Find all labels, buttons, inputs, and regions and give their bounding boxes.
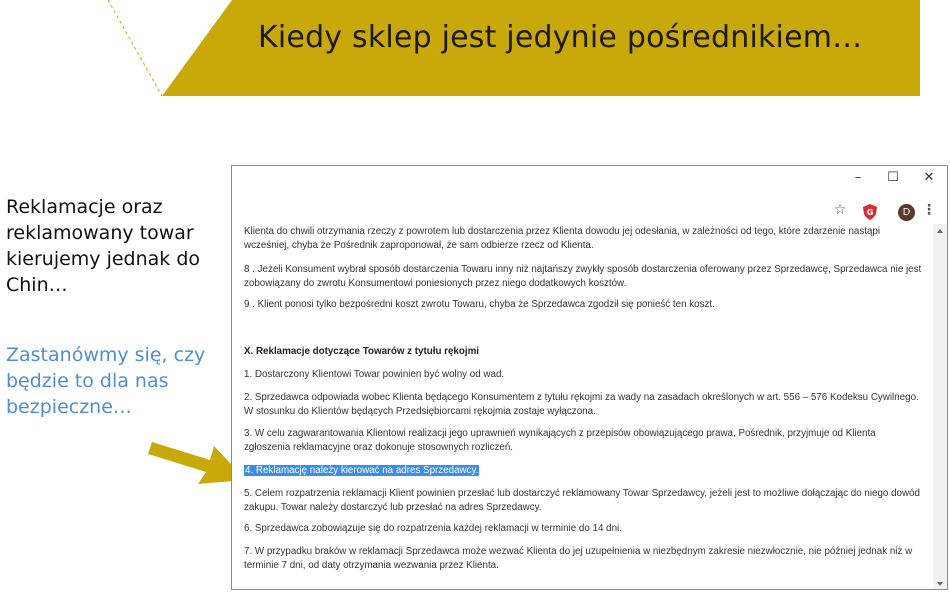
scrollbar[interactable] bbox=[933, 224, 947, 590]
close-icon[interactable]: ✕ bbox=[923, 170, 935, 185]
avatar[interactable]: D bbox=[898, 204, 915, 221]
browser-window bbox=[231, 165, 948, 590]
complaint-item-7: 7. W przypadku braków w reklamacji Sprzedawca może wezwać Klienta do jej uzupełnienia w niezbędnym zakresie niezwłocznie, nie później jednak niż w terminie 7 dni, od daty otrzymania wezwania przez Klienta. bbox=[244, 546, 913, 571]
left-question: Zastanówmy się, czy będzie to dla nas bezpieczne… bbox=[6, 344, 206, 418]
paragraph-continued: Klienta do chwili otrzymania rzeczy z powrotem lub dostarczenia przez Klienta dowodu jej odesłania, w zależności od tego, które zdarzenie nastąpi wcześniej, chyba że Pośrednik zaproponował, że sam odbierze rzecz od Klienta. bbox=[244, 226, 881, 251]
paragraph-9: 9 . Klient ponosi tylko bezpośredni koszt zwrotu Towaru, chyba że Sprzedawca zgodził się ponieść ten koszt. bbox=[244, 299, 715, 310]
title-banner bbox=[0, 0, 950, 110]
complaint-item-4-highlighted bbox=[244, 464, 922, 478]
complaint-item-6: 6. Sprzedawca zobowiązuje się do rozpatrzenia każdej reklamacji w terminie do 14 dni. bbox=[244, 523, 622, 534]
complaint-item-5: 5. Celem rozpatrzenia reklamacji Klient powinien przesłać lub dostarczyć reklamowany Towar Sprzedawcy, jeżeli jest to możliwe dołączając do niego dowód zakupu. Towar należy dostarczyć lub przesłać na adres Sprzedawcy. bbox=[244, 488, 920, 513]
star-icon[interactable]: ☆ bbox=[833, 202, 847, 218]
slide-title: Kiedy sklep jest jedynie pośrednikiem… bbox=[258, 20, 863, 55]
shield-extension-icon[interactable] bbox=[863, 204, 877, 220]
kebab-menu-icon[interactable]: ⋮ bbox=[922, 202, 936, 218]
minimize-icon[interactable]: – bbox=[854, 170, 862, 185]
svg-text:G: G bbox=[866, 208, 874, 217]
highlighted-selection[interactable]: 4. Reklamację należy kierować na adres Sprzedawcy. bbox=[245, 465, 479, 476]
complaint-item-3: 3. W celu zagwarantowania Klientowi realizacji jego uprawnień wynikających z przepisów obowiązującego prawa, Pośrednik, przyjmuje od Klienta zgłoszenia reklamacyjne oraz dokonuje stosownych rozliczeń. bbox=[244, 428, 876, 453]
browser-titlebar bbox=[232, 166, 947, 192]
left-statement: Reklamacje oraz reklamowany towar kierujemy jednak do Chin… bbox=[6, 196, 201, 296]
complaint-item-2: 2. Sprzedawca odpowiada wobec Klienta będącego Konsumentem z tytułu rękojmi za wady na zasadach określonych w art. 556 – 576 Kodeksu Cywilnego. W stosunku do Klientów będących Przedsiębiorcami rękojmia zostaje wyłączona. bbox=[244, 392, 919, 417]
maximize-icon[interactable]: ☐ bbox=[887, 170, 899, 185]
complaint-item-1: 1. Dostarczony Klientowi Towar powinien być wolny od wad. bbox=[244, 369, 505, 380]
section-heading: X. Reklamacje dotyczące Towarów z tytułu rękojmi bbox=[244, 346, 480, 357]
paragraph-8: 8 . Jeżeli Konsument wybrał sposób dostarczenia Towaru inny niż najtańszy zwykły sposób dostarczenia oferowany przez Sprzedawcę, Sprzedawca nie jest zobowiązany do zwrotu Konsumentowi poniesionych przez niego dodatkowych kosztów. bbox=[244, 264, 922, 289]
browser-toolbar bbox=[232, 200, 947, 222]
banner-dashed-line bbox=[108, 0, 162, 96]
